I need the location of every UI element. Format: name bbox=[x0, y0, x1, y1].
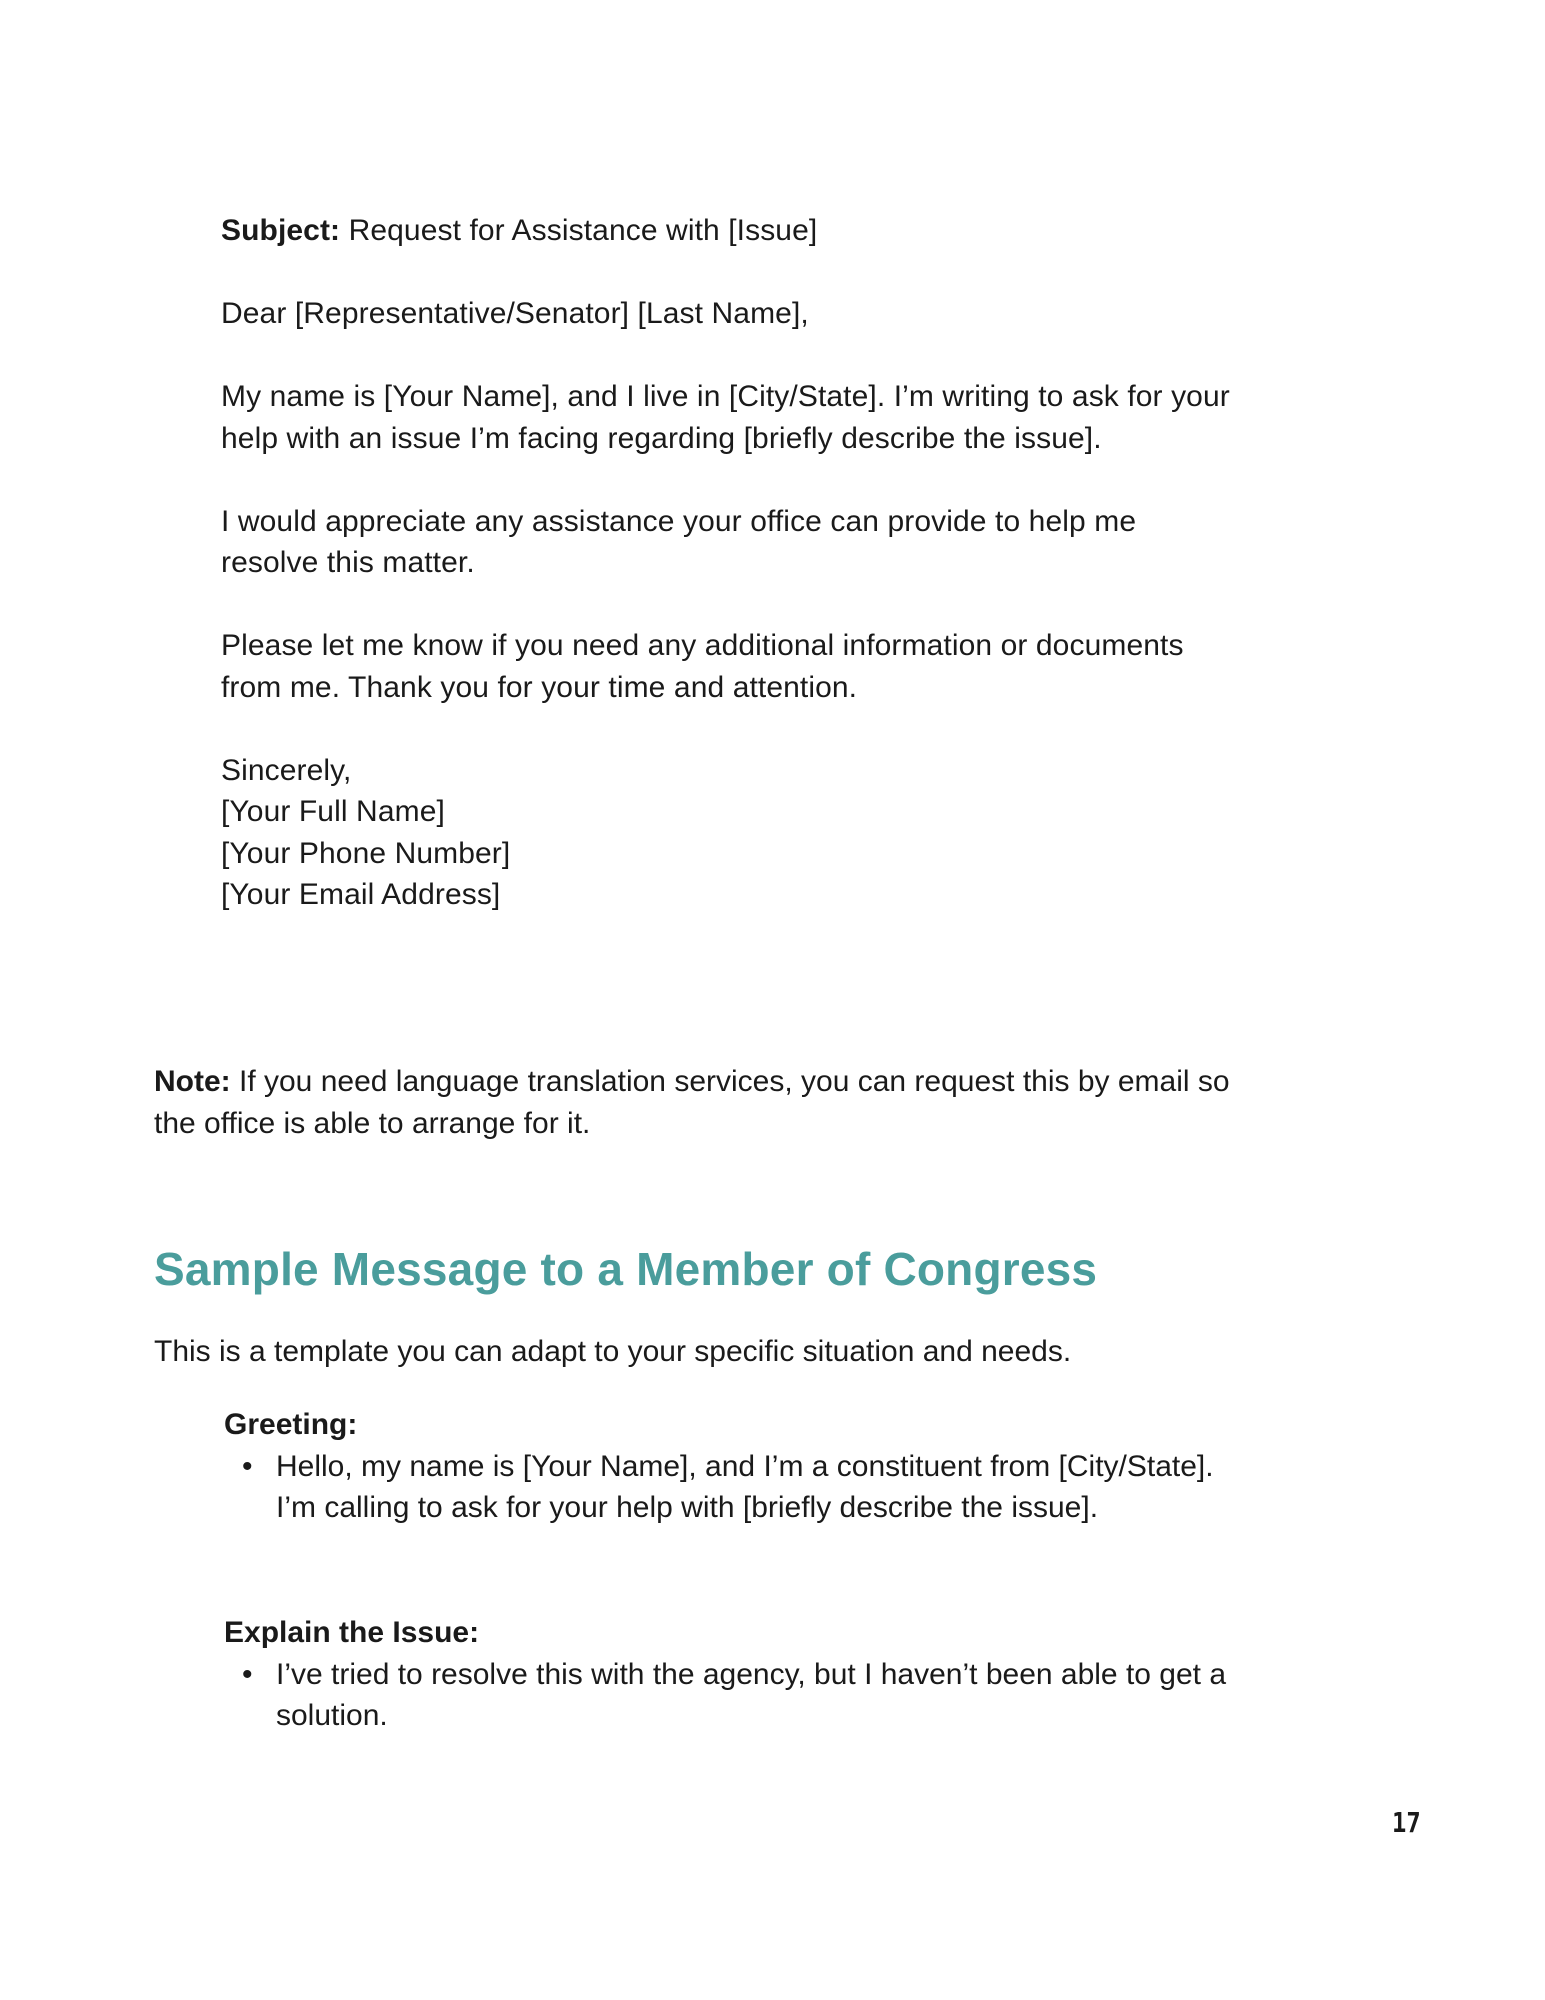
list-item bbox=[242, 1446, 1244, 1529]
greeting-block bbox=[224, 1404, 1244, 1529]
signature-email: [Your Email Address] bbox=[221, 878, 501, 911]
letter-salutation: Dear [Representative/Senator] [Last Name], bbox=[221, 297, 809, 330]
signature-phone: [Your Phone Number] bbox=[221, 836, 511, 870]
note-text: If you need language translation services, you can request this by email so the office is able to arrange for it. bbox=[154, 1065, 1230, 1140]
greeting-heading: Greeting: bbox=[224, 1408, 358, 1441]
letter-closing: Sincerely, bbox=[221, 753, 352, 787]
greeting-list bbox=[224, 1446, 1244, 1529]
explain-issue-list bbox=[224, 1654, 1244, 1737]
subject-text: Request for Assistance with [Issue] bbox=[340, 214, 818, 247]
list-item bbox=[242, 1654, 1244, 1737]
bullet-icon: • bbox=[242, 1657, 253, 1691]
letter-signature bbox=[221, 750, 1241, 916]
translation-note bbox=[154, 1061, 1254, 1144]
bullet-icon: • bbox=[242, 1449, 253, 1483]
letter-paragraph-1: My name is [Your Name], and I live in [City/State]. I’m writing to ask for your help with an issue I’m facing regarding [briefly describe the issue]. bbox=[221, 380, 1230, 455]
subject-label: Subject: bbox=[221, 214, 341, 247]
signature-name: [Your Full Name] bbox=[221, 795, 445, 828]
list-item-text: Hello, my name is [Your Name], and I’m a constituent from [City/State]. I’m calling to ask for your help with [briefly describe the issue]. bbox=[276, 1449, 1214, 1524]
explain-issue-heading: Explain the Issue: bbox=[224, 1616, 480, 1649]
explain-issue-block bbox=[224, 1612, 1244, 1737]
page-number: 17 bbox=[1392, 1806, 1421, 1839]
note-label: Note: bbox=[154, 1065, 231, 1098]
list-item-text: I’ve tried to resolve this with the agency, but I haven’t been able to get a solution. bbox=[276, 1657, 1227, 1732]
section-intro: This is a template you can adapt to your specific situation and needs. bbox=[154, 1335, 1072, 1368]
letter-paragraph-3: Please let me know if you need any additional information or documents from me. Thank you for your time and attention. bbox=[221, 629, 1184, 704]
section-title: Sample Message to a Member of Congress bbox=[154, 1243, 1098, 1295]
letter-subject bbox=[221, 210, 1241, 252]
letter-paragraph-2: I would appreciate any assistance your office can provide to help me resolve this matter. bbox=[221, 504, 1137, 579]
sample-letter bbox=[221, 210, 1241, 916]
